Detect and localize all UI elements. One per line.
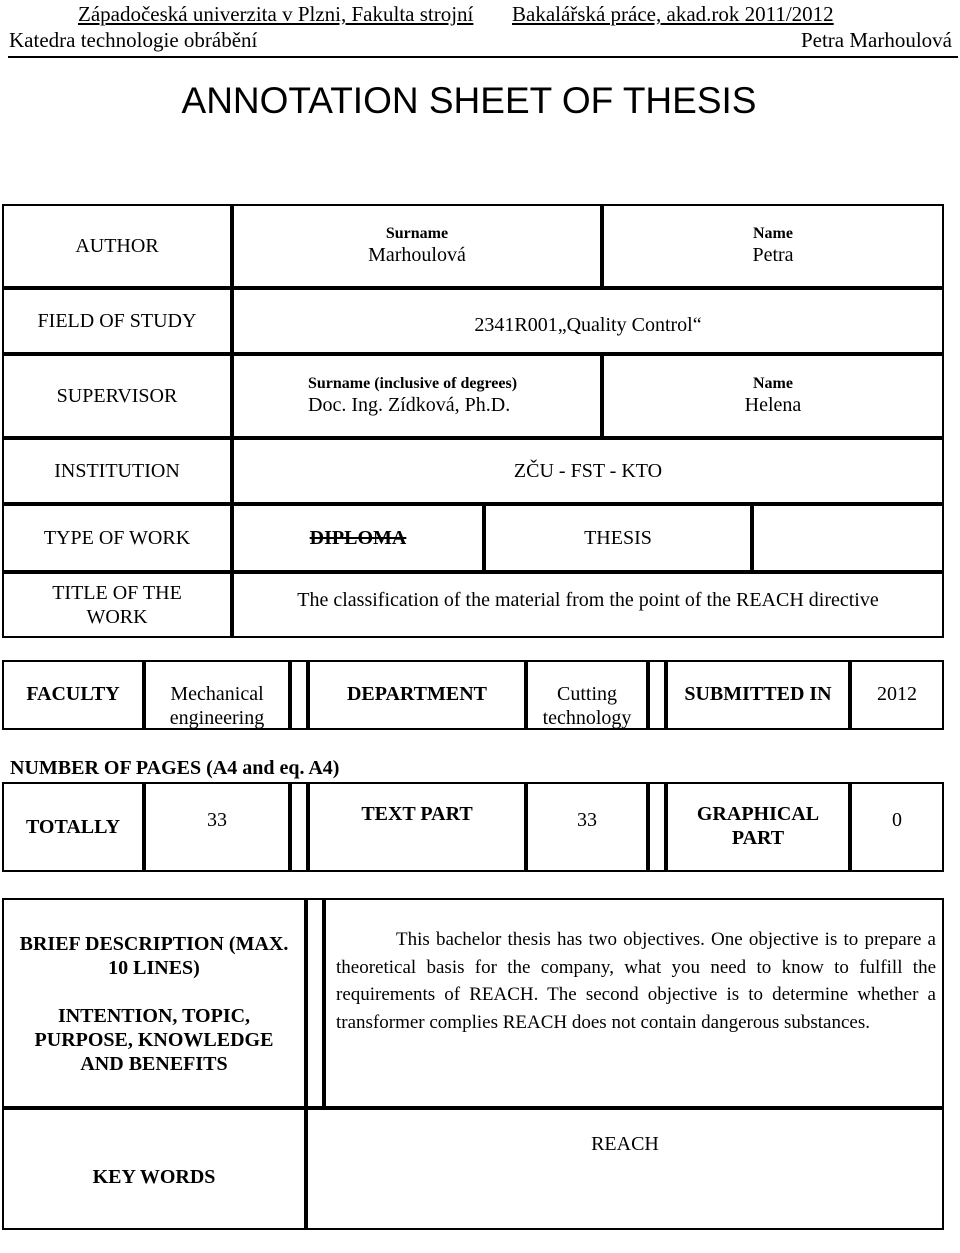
totally-label: TOTALLY — [2, 782, 144, 872]
supervisor-surname-cell — [232, 354, 602, 438]
type-empty-cell — [752, 504, 944, 572]
description-spacer — [306, 898, 324, 1108]
header-thesis-info: Bakalářská práce, akad.rok 2011/2012 — [512, 2, 834, 26]
graphical-part-value: 0 — [850, 782, 944, 872]
graphical-part-label: GRAPHICAL PART — [666, 782, 850, 872]
field-of-study-label: FIELD OF STUDY — [2, 288, 232, 354]
title-of-work-label: TITLE OF THE WORK — [2, 572, 232, 638]
supervisor-surname-label: Surname (inclusive of degrees) — [308, 375, 518, 392]
supervisor-label: SUPERVISOR — [2, 354, 232, 438]
supervisor-surname: Doc. Ing. Zídková, Ph.D. — [308, 394, 511, 416]
author-surname-cell — [232, 204, 602, 288]
submitted-value: 2012 — [850, 660, 944, 730]
number-of-pages-heading: NUMBER OF PAGES (A4 and eq. A4) — [10, 757, 340, 779]
description-label-cell — [2, 898, 306, 1108]
department-value: Cutting technology — [526, 660, 648, 730]
author-surname: Marhoulová — [368, 244, 466, 266]
author-name: Petra — [752, 244, 794, 266]
type-option-thesis: THESIS — [484, 504, 752, 572]
page-title: ANNOTATION SHEET OF THESIS — [181, 80, 757, 121]
text-part-label: TEXT PART — [308, 782, 526, 872]
department-spacer — [648, 660, 666, 730]
supervisor-name: Helena — [744, 394, 802, 416]
header-author: Petra Marhoulová — [800, 28, 952, 52]
faculty-value: Mechanical engineering — [144, 660, 290, 730]
type-of-work-label: TYPE OF WORK — [2, 504, 232, 572]
type-option-diploma: DIPLOMA — [232, 504, 484, 572]
text-part-spacer — [648, 782, 666, 872]
title-of-work-value: The classification of the material from the point of the REACH directive — [232, 572, 944, 638]
intention-label: INTENTION, TOPIC, PURPOSE, KNOWLEDGE AND BENEFITS — [34, 1005, 274, 1075]
institution-value: ZČU - FST - KTO — [232, 438, 944, 504]
submitted-label: SUBMITTED IN — [666, 660, 850, 730]
author-surname-label: Surname — [385, 225, 449, 242]
header-department: Katedra technologie obrábění — [9, 28, 258, 52]
department-label: DEPARTMENT — [308, 660, 526, 730]
keywords-label: KEY WORDS — [2, 1108, 306, 1230]
faculty-spacer — [290, 660, 308, 730]
faculty-label: FACULTY — [2, 660, 144, 730]
keywords-value: REACH — [306, 1108, 944, 1230]
brief-description-label: BRIEF DESCRIPTION (MAX. 10 LINES) — [19, 933, 289, 979]
totally-value: 33 — [144, 782, 290, 872]
description-cell — [324, 898, 944, 1108]
text-part-value: 33 — [526, 782, 648, 872]
header-university: Západočeská univerzita v Plzni, Fakulta strojní — [78, 2, 474, 26]
supervisor-name-label: Name — [753, 375, 793, 392]
field-of-study-value: 2341R001„Quality Control“ — [232, 288, 944, 354]
author-label: AUTHOR — [2, 204, 232, 288]
author-name-cell — [602, 204, 944, 288]
supervisor-name-cell — [602, 354, 944, 438]
totally-spacer — [290, 782, 308, 872]
header-rule — [8, 56, 958, 58]
institution-label: INSTITUTION — [2, 438, 232, 504]
description-text: This bachelor thesis has two objectives. One objective is to prepare a theoretical basis for the company, what you need to know to fulfill the requirements of REACH. The second objective is to determine whether a transformer complies REACH does not contain dangerous substances. — [336, 929, 936, 1033]
author-name-label: Name — [753, 225, 793, 242]
